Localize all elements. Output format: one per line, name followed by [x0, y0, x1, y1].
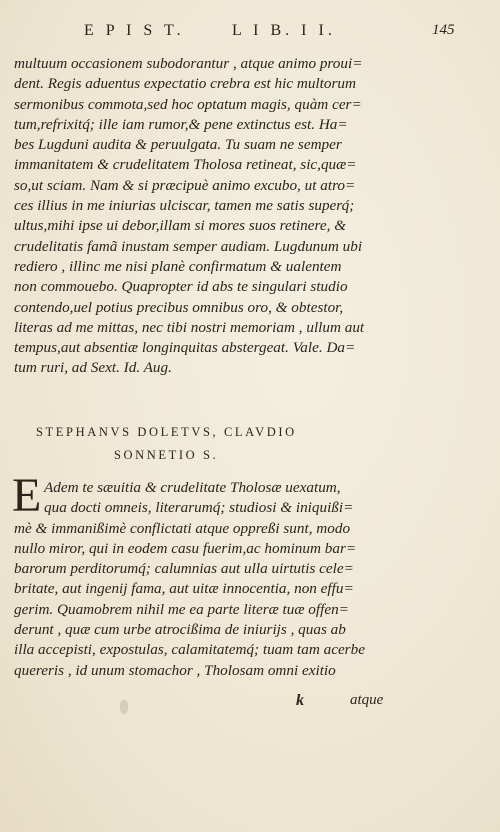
text-line: quereris , id unum stomachor , Tholosam omni exitio	[14, 661, 336, 679]
text-line: ultus,mihi ipse ui debor,illam si mores suos retinere, &	[14, 217, 347, 235]
header-left: E P I S T.	[84, 22, 185, 39]
letter-body-2	[12, 469, 396, 681]
text-line: qua docti omneis, literarumq́; studiosi & iniquißi=	[44, 499, 354, 517]
running-header	[0, 22, 500, 46]
text-line: non commouebo. Quapropter id abs te singulari studio	[14, 278, 348, 296]
text-line: sermonibus commota,sed hoc optatum magis, quàm cer=	[14, 95, 362, 113]
text-line: derunt , quæ cum urbe atrocißima de iniurijs , quas ab	[14, 621, 346, 639]
text-line: gerim. Quamobrem nihil me ea parte literæ tuæ offen=	[14, 600, 349, 618]
drop-cap: E	[12, 469, 42, 522]
catchword: atque	[350, 692, 384, 708]
text-line: tum,refrixitq́; ille iam rumor,& pene extinctus est. Ha=	[14, 115, 348, 133]
letter-body-1	[14, 54, 396, 379]
heading-line-2: SONNETIO S.	[114, 448, 219, 462]
text-line: dent. Regis aduentus expectatio crebra est hic multorum	[14, 75, 356, 93]
letter-heading	[36, 421, 396, 467]
text-line: mè & immanißimè conflictati atque oppreßi sunt, modo	[14, 519, 351, 537]
text-line: nullo miror, qui in eodem casu fuerim,ac hominum bar=	[14, 539, 357, 557]
text-line: barorum perditorumq́; calumnias aut ulla uirtutis cele=	[14, 560, 354, 578]
text-line: ces illius in me iniurias ulciscar, tamen me satis superq́;	[14, 197, 355, 215]
signature-mark: k	[296, 692, 304, 709]
text-line: rediero , illinc me nisi planè confirmatum & ualentem	[14, 257, 342, 275]
header-center: L I B. I I.	[232, 22, 336, 39]
text-line: bes Lugduni audita & peruulgata. Tu suam ne semper	[14, 136, 342, 154]
text-line: illa accepisti, expostulas, calamitatemq́; tuam tam acerbe	[14, 641, 365, 659]
text-line: britate, aut ingenij fama, aut uitæ innocentia, non effu=	[14, 580, 354, 598]
text-line: literas ad me mittas, nec tibi nostri memoriam , ullum aut	[14, 318, 365, 336]
text-line: crudelitatis famã inustam semper audiam. Lugdunum ubi	[14, 237, 363, 255]
text-line: multuum occasionem subodorantur , atque animo proui=	[14, 55, 363, 72]
paper-stain	[120, 700, 128, 714]
text-line: so,ut sciam. Nam & si præcipuè animo excubo, ut atro=	[14, 176, 356, 194]
text-line: tum ruri, ad Sext. Id. Aug.	[14, 359, 172, 377]
text-line: Adem te sæuitia & crudelitate Tholosæ uexatum,	[44, 479, 341, 496]
text-line: immanitatem & crudelitatem Tholosa retineat, sic,quæ=	[14, 156, 357, 174]
heading-line-1: STEPHANVS DOLETVS, CLAVDIO	[36, 425, 297, 439]
text-line: contendo,uel potius precibus omnibus oro, & obtestor,	[14, 298, 344, 316]
text-line: tempus,aut absentiæ longinquitas abstergeat. Vale. Da=	[14, 339, 356, 357]
page-number: 145	[432, 22, 455, 38]
